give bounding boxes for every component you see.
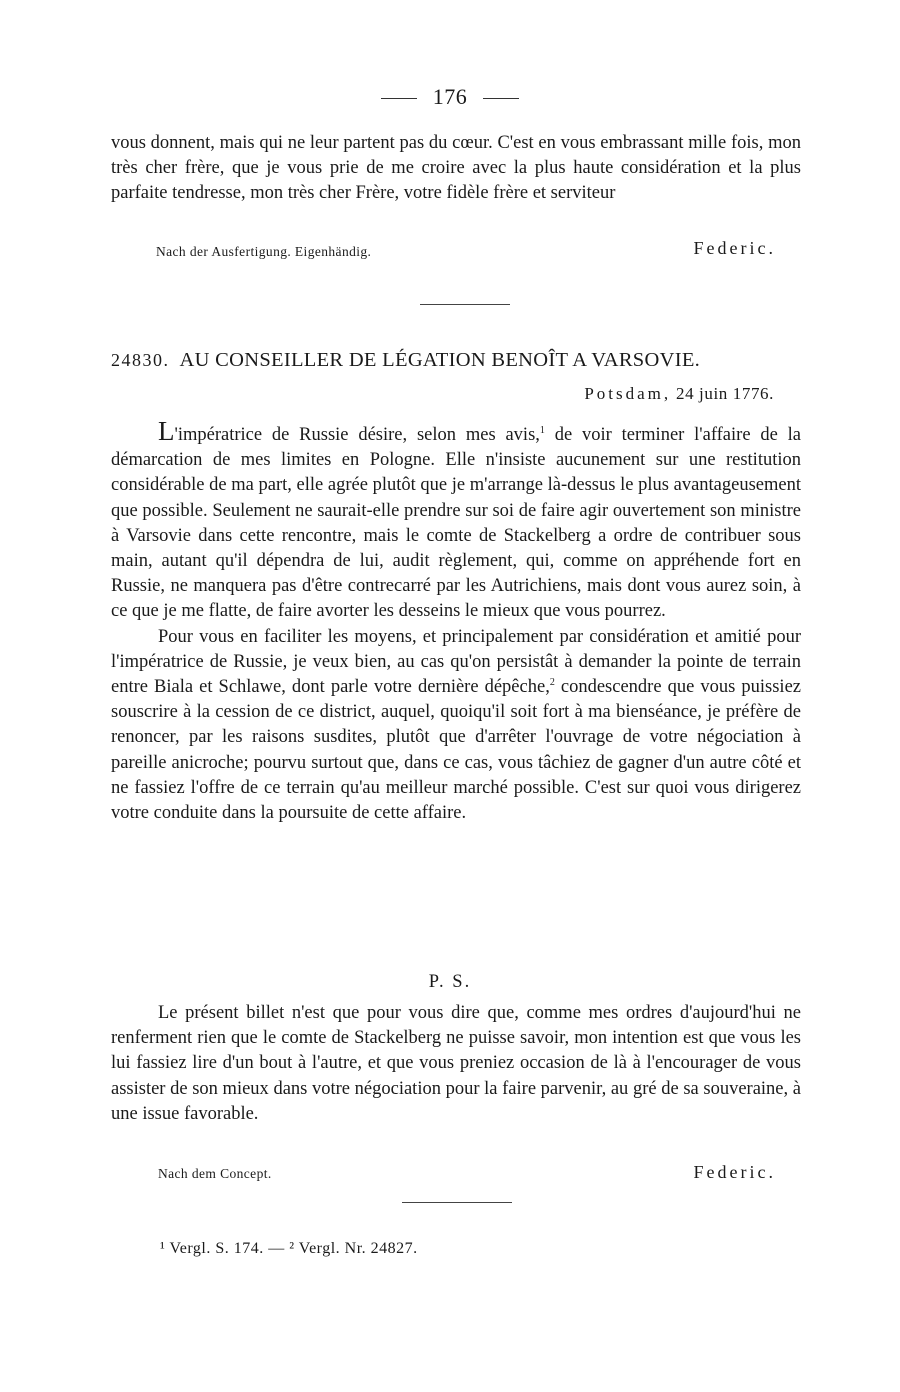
page-number-dash-right [483,98,519,99]
ps-paragraph: Le présent billet n'est que pour vous dire que, comme mes ordres d'aujourd'hui ne renferment rien que le comte de Stackelberg ne puisse savoir, mon intention est que vous les lui fassiez lire d'un bout à l'autre, et que vous preniez occasion de là à l'encourager de vous assister de son mieux dans votre négociation pour la faire parvenir, au gré de sa souveraine, à une issue favorable. [111,1003,801,1124]
source-note-2: Nach dem Concept. [158,1166,272,1181]
footnotes: ¹ Vergl. S. 174. — ² Vergl. Nr. 24827. [160,1240,418,1257]
top-paragraph-text: vous donnent, mais qui ne leur partent pas du cœur. C'est en vous embrassant mille fois, mon très cher frère, que je vous prie de me croire avec la plus haute considération et la plus parfaite tendresse, mon très cher Frère, votre fidèle frère et serviteur [111,133,801,204]
dateline [584,384,774,404]
page-number [0,84,900,110]
page-number-dash-left [381,98,417,99]
paragraph-2-part1: Pour vous en faciliter les moyens, et principalement par considération et amitié pour l'impératrice de Russie, je veux bien, au cas qu'on persistât à demander la pointe de terrain entre Biala et Schlawe, dont parle votre dernière dépêche, [111,626,801,698]
ps-heading: P. S. [428,972,472,992]
paragraph-1 [111,418,801,625]
dateline-date: 24 juin 1776. [676,384,774,403]
paragraph-1-part2: de voir terminer l'affaire de la démarcation de mes limites en Pologne. Elle n'insiste aucunement sur une restitution considérable de ma part, elle agrée plutôt que je m'arrange là-dessus le plus avantageusement que possible. Seulement ne saurait-elle prendre sur soi de faire agir ouvertement son ministre à Varsovie dans cette rencontre, mais le comte de Stackelberg a ordre de contribuer sous main, autant qu'il dépendra de lui, audit règlement, qui, comme on appréhende fort en Russie, ne manquera pas d'être contrecarré par les Autrichiens, mais dont vous aurez soin, à ce que je me flatte, de faire avorter les desseins le mieux que vous pourrez. [111,425,801,622]
footnote-ref-1: 1 [539,424,545,436]
letter-number: 24830. [111,350,170,370]
body-text [111,418,801,826]
letter-title: AU CONSEILLER DE LÉGATION BENOÎT A VARSOVIE. [179,349,701,371]
page-number-text: 176 [432,84,468,109]
footnote-divider [402,1202,512,1203]
paragraph-1-part1: 'impératrice de Russie désire, selon mes avis, [174,425,540,445]
paragraph-1-initial: L [158,416,175,446]
top-paragraph [111,131,801,207]
source-note-1: Nach der Ausfertigung. Eigenhändig. [156,244,372,259]
signature-2: Federic. [693,1162,776,1182]
paragraph-2 [111,625,801,827]
paragraph-2-part2: condescendre que vous puissiez souscrire à la cession de ce district, auquel, quoiqu'il soit fort à ma bienséance, je préfère de renoncer, par les raisons susdites, plutôt que d'arrêter l'ouvrage de votre négociation à pareille anicroche; pourvu surtout que, dans ce cas, vous tâchiez de gagner d'un autre côté et ne fassiez l'offre de ce terrain qu'au meilleur marché possible. C'est sur quoi vous dirigerez votre conduite dans la poursuite de cette affaire. [111,677,801,824]
footnote-ref-2: 2 [549,676,555,688]
ps-section [111,1001,801,1127]
letter-heading [111,349,801,372]
section-divider [420,304,510,305]
dateline-place: Potsdam, [584,384,672,403]
signature-1: Federic. [693,238,776,258]
